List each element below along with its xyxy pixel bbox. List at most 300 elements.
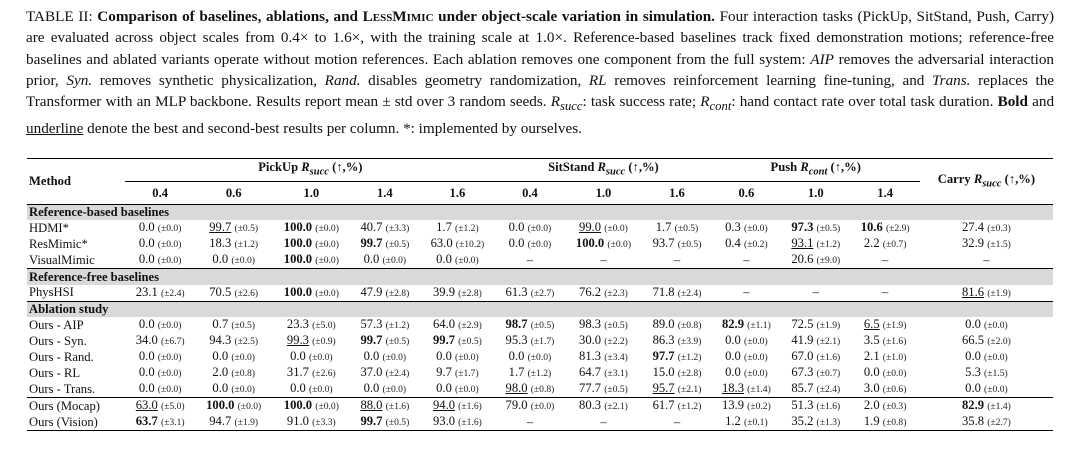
result-mean: 0.0 (725, 365, 741, 380)
result-mean: 98.3 (579, 317, 602, 332)
result-mean: 82.9 (962, 398, 985, 413)
method-name: Ours (Mocap) (29, 398, 100, 413)
result-std: (±2.4) (160, 287, 185, 299)
result-cell (920, 317, 1053, 333)
result-mean: 86.3 (652, 333, 675, 348)
method-name: HDMI* (29, 220, 69, 235)
result-mean: 40.7 (360, 220, 383, 235)
result-mean: 95.7 (652, 381, 675, 396)
result-cell (420, 252, 496, 269)
result-cell (273, 333, 351, 349)
table-row (27, 220, 1053, 236)
result-std: (±0.0) (882, 368, 907, 380)
result-mean: 99.7 (209, 220, 232, 235)
result-mean: 3.0 (863, 381, 880, 396)
result-mean: 0.0 (436, 252, 452, 267)
result-mean: 99.7 (360, 414, 383, 429)
result-mean: 27.4 (962, 220, 985, 235)
result-std: (±0.6) (882, 384, 907, 396)
result-mean: 64.0 (432, 317, 456, 332)
result-cell (712, 285, 781, 302)
result-mean: 63.0 (135, 398, 158, 413)
scale-header: 1.4 (877, 185, 894, 200)
result-std: (±0.0) (231, 255, 255, 267)
result-cell (850, 236, 919, 252)
result-std: (±1.6) (816, 401, 841, 413)
result-mean: 66.5 (962, 333, 985, 348)
result-mean: 99.7 (360, 236, 383, 251)
table-row (27, 365, 1053, 381)
result-mean: – (743, 285, 750, 300)
result-cell (195, 317, 273, 333)
result-cell (712, 398, 781, 415)
result-mean: 100.0 (283, 252, 313, 267)
result-mean: 10.6 (860, 220, 883, 235)
result-std: (±0.0) (237, 401, 262, 413)
result-std: (±0.0) (607, 239, 632, 251)
result-std: (±5.0) (312, 320, 336, 332)
result-mean: 31.7 (286, 365, 309, 380)
result-cell (273, 317, 351, 333)
result-mean: 23.3 (286, 317, 309, 332)
result-mean: 18.3 (721, 381, 744, 396)
scale-header: 1.0 (595, 185, 612, 200)
result-mean: 18.3 (209, 236, 232, 251)
result-cell (565, 220, 643, 236)
result-cell (125, 220, 194, 236)
result-cell (920, 398, 1053, 415)
result-mean: 20.6 (791, 252, 814, 267)
result-cell (125, 333, 194, 349)
result-std: (±1.2) (816, 239, 841, 251)
result-cell (565, 414, 643, 431)
result-mean: 0.0 (290, 349, 306, 364)
result-cell (565, 349, 643, 365)
result-cell (495, 381, 564, 398)
result-std: (±3.9) (677, 336, 702, 348)
method-name: PhysHSI (29, 285, 74, 300)
result-cell (642, 333, 711, 349)
result-std: (±0.7) (816, 368, 841, 380)
scale-header: 1.4 (376, 185, 393, 200)
result-std: (±1.9) (987, 287, 1011, 299)
result-cell (920, 365, 1053, 381)
result-cell (495, 236, 564, 252)
section-header-row (27, 301, 1053, 317)
result-std: (±1.6) (816, 352, 841, 364)
result-mean: 0.0 (508, 220, 525, 235)
result-cell (195, 220, 273, 236)
result-mean: 0.0 (138, 381, 155, 396)
table-row (27, 252, 1053, 269)
result-cell (565, 236, 643, 252)
result-cell (420, 349, 496, 365)
result-cell (920, 414, 1053, 431)
result-mean: – (743, 252, 750, 267)
result-std: (±1.4) (747, 384, 771, 396)
result-mean: 100.0 (283, 236, 313, 251)
result-std: (±3.3) (385, 223, 410, 235)
result-std: (±1.2) (677, 401, 702, 413)
section-header-row (27, 205, 1053, 221)
result-cell (195, 252, 273, 269)
result-mean: 91.0 (286, 414, 309, 429)
result-cell (920, 220, 1053, 236)
section-title: Reference-free baselines (27, 269, 1053, 285)
group-header-push: Push $R_{cont}$ (↑,%) (712, 159, 920, 182)
result-cell (712, 349, 781, 365)
result-mean: 30.0 (579, 333, 602, 348)
result-std: (±10.2) (455, 239, 485, 251)
result-cell (125, 381, 194, 398)
result-cell (350, 252, 419, 269)
result-mean: 80.3 (579, 398, 602, 413)
result-std: (±0.0) (604, 223, 628, 235)
result-cell (273, 414, 351, 431)
result-mean: 57.3 (360, 317, 383, 332)
result-cell (350, 365, 419, 381)
result-mean: 2.0 (212, 365, 229, 380)
result-cell (781, 236, 850, 252)
result-std: (±2.6) (312, 368, 336, 380)
result-mean: 98.0 (505, 381, 528, 396)
result-mean: 97.3 (791, 220, 814, 235)
result-mean: 0.0 (212, 381, 229, 396)
group-header-carry: Carry $R_{succ}$ (↑,%) (937, 171, 1036, 190)
result-mean: 99.7 (360, 333, 383, 348)
result-mean: 9.7 (436, 365, 452, 380)
method-name: Ours - Rand. (29, 349, 94, 364)
group-header-sitstand: SitStand $R_{succ}$ (↑,%) (495, 159, 711, 182)
result-cell (642, 381, 711, 398)
result-cell (420, 317, 496, 333)
result-std: (±1.2) (234, 239, 259, 251)
table-row (27, 349, 1053, 365)
result-cell (420, 398, 496, 415)
result-mean: 0.0 (363, 381, 380, 396)
result-cell (850, 398, 919, 415)
result-mean: 0.4 (725, 236, 741, 251)
result-cell (712, 220, 781, 236)
result-std: (±2.7) (530, 287, 555, 299)
result-cell (350, 220, 419, 236)
result-std: (±0.5) (604, 384, 628, 396)
result-cell (495, 317, 564, 333)
result-std: (±0.0) (231, 384, 255, 396)
result-cell (420, 285, 496, 302)
result-cell (195, 236, 273, 252)
result-std: (±0.0) (157, 239, 182, 251)
result-mean: 99.3 (286, 333, 309, 348)
result-cell (495, 285, 564, 302)
result-cell (125, 285, 194, 302)
scale-header: 1.0 (303, 185, 320, 200)
result-mean: 0.0 (965, 317, 981, 332)
result-std: (±0.1) (744, 417, 768, 429)
scale-header: 0.6 (225, 185, 242, 200)
result-std: (±0.0) (530, 401, 555, 413)
result-mean: 85.7 (791, 381, 814, 396)
result-mean: 0.0 (138, 236, 155, 251)
result-cell (273, 236, 351, 252)
result-std: (±3.4) (604, 352, 628, 364)
result-cell (642, 252, 711, 269)
result-std: (±3.3) (312, 417, 336, 429)
result-cell (350, 349, 419, 365)
result-mean: 61.7 (652, 398, 675, 413)
result-std: (±1.9) (816, 320, 841, 332)
table-row (27, 381, 1053, 398)
result-cell (920, 381, 1053, 398)
result-std: (±1.6) (385, 401, 410, 413)
result-mean: 5.3 (965, 365, 981, 380)
scale-header: 1.6 (669, 185, 685, 200)
result-cell (712, 365, 781, 381)
result-std: (±0.0) (157, 320, 182, 332)
result-cell (642, 220, 711, 236)
result-std: (±3.1) (604, 368, 628, 380)
result-mean: 15.0 (652, 365, 675, 380)
result-mean: – (882, 252, 889, 267)
result-cell (850, 317, 919, 333)
result-cell (195, 349, 273, 365)
result-cell (781, 381, 850, 398)
result-std: (±2.5) (234, 336, 259, 348)
result-mean: 39.9 (432, 284, 456, 299)
result-mean: 1.7 (655, 220, 672, 235)
result-mean: 94.0 (432, 398, 456, 413)
result-mean: 81.3 (579, 349, 602, 364)
result-mean: 1.7 (508, 365, 525, 380)
method-name: VisualMimic (29, 252, 95, 267)
result-cell (781, 398, 850, 415)
result-cell (850, 285, 919, 302)
result-mean: 0.0 (290, 381, 306, 396)
result-mean: 99.0 (579, 220, 602, 235)
result-cell (273, 398, 351, 415)
result-mean: 23.1 (135, 284, 158, 299)
result-mean: 0.0 (363, 252, 380, 267)
result-std: (±0.0) (744, 336, 768, 348)
result-cell (642, 317, 711, 333)
result-mean: 76.2 (579, 284, 602, 299)
group-header-pickup: PickUp $R_{succ}$ (↑,%) (125, 159, 495, 182)
result-std: (±0.0) (455, 352, 479, 364)
result-mean: 88.0 (360, 398, 383, 413)
result-cell (420, 236, 496, 252)
result-std: (±0.0) (315, 401, 339, 413)
result-cell (273, 349, 351, 365)
table-label: TABLE II: (26, 8, 93, 25)
result-std: (±0.0) (527, 223, 552, 235)
result-mean: 63.7 (135, 414, 158, 429)
result-mean: 0.0 (436, 381, 452, 396)
result-mean: 77.7 (579, 381, 602, 396)
result-cell (125, 236, 194, 252)
result-cell (850, 365, 919, 381)
result-cell (350, 381, 419, 398)
result-cell (495, 365, 564, 381)
result-mean: 71.8 (652, 284, 675, 299)
result-mean: 1.7 (436, 220, 452, 235)
section-title: Reference-based baselines (27, 205, 1053, 221)
result-mean: 0.7 (212, 317, 229, 332)
result-std: (±2.4) (385, 368, 410, 380)
result-cell (420, 414, 496, 431)
table-caption: TABLE II: Comparison of baselines, ablations, and LessMimic under object-scale variation in simulation. Four interaction tasks (PickUp, SitStand, Push, Carry) are evaluated across object scales from 0.4× to 1.6×, with the training scale at 1.0×. Reference-based baselines track fixed demonstration motions; reference-free baselines and ablated variants operate without motion references. Each ablation removes one component from the full system: AIP removes the adversarial interaction prior, Syn. removes synthetic physicalization, Rand. disables geometry randomization, RL removes reinforcement learning fine-tuning, and Trans. replaces the Transformer with an MLP backbone. Results report mean ± std over 3 random seeds. $R_{succ}$: task success rate; $R_{cont}$: hand contact rate over total task duration. Bold and underline denote the best and second-best results per column. *: implemented by ourselves. (26, 8, 1055, 137)
result-mean: 100.0 (283, 220, 313, 235)
result-std: (±0.0) (527, 352, 552, 364)
result-std: (±2.9) (458, 320, 482, 332)
result-mean: 97.7 (652, 349, 675, 364)
result-cell (125, 349, 194, 365)
result-cell (125, 317, 194, 333)
result-std: (±0.0) (382, 255, 407, 267)
result-std: (±0.7) (882, 239, 907, 251)
result-cell (195, 381, 273, 398)
result-cell (712, 236, 781, 252)
result-std: (±1.5) (984, 368, 1008, 380)
method-name: Ours - Syn. (29, 333, 87, 348)
result-cell (642, 285, 711, 302)
result-cell (781, 252, 850, 269)
result-std: (±0.5) (385, 336, 410, 348)
result-mean: – (673, 252, 681, 267)
result-mean: 0.0 (863, 365, 880, 380)
result-cell (642, 365, 711, 381)
result-cell (850, 381, 919, 398)
result-mean: 13.9 (721, 398, 744, 413)
result-cell (420, 220, 496, 236)
result-std: (±1.2) (677, 352, 702, 364)
result-mean: 51.3 (791, 398, 814, 413)
result-mean: 99.7 (432, 333, 456, 348)
result-cell (273, 365, 351, 381)
result-std: (±0.0) (315, 239, 339, 251)
result-mean: – (882, 285, 889, 300)
result-std: (±2.2) (604, 336, 628, 348)
result-mean: 95.3 (505, 333, 528, 348)
result-mean: 2.0 (863, 398, 880, 413)
result-mean: 64.7 (579, 365, 602, 380)
result-std: (±0.5) (231, 320, 255, 332)
result-std: (±2.0) (987, 336, 1011, 348)
result-mean: 0.0 (138, 252, 155, 267)
result-mean: 0.0 (436, 349, 452, 364)
result-mean: – (526, 414, 534, 429)
result-std: (±0.0) (157, 368, 182, 380)
result-std: (±1.7) (455, 368, 479, 380)
result-cell (850, 414, 919, 431)
result-std: (±0.0) (984, 320, 1008, 332)
result-mean: 0.0 (508, 236, 525, 251)
result-std: (±0.0) (157, 384, 182, 396)
result-std: (±1.6) (882, 336, 907, 348)
result-cell (195, 333, 273, 349)
result-std: (±6.7) (160, 336, 185, 348)
result-std: (±2.8) (677, 368, 702, 380)
result-mean: 0.0 (138, 349, 155, 364)
result-mean: 0.0 (725, 349, 741, 364)
caption-title: Comparison of baselines, ablations, and LessMimic under object-scale variation in simulation. (97, 8, 715, 25)
result-cell (565, 365, 643, 381)
result-std: (±0.0) (308, 352, 333, 364)
result-std: (±0.0) (744, 368, 768, 380)
result-std: (±1.2) (385, 320, 410, 332)
result-std: (±2.6) (234, 287, 259, 299)
method-name: Ours - AIP (29, 317, 84, 332)
result-cell (565, 333, 643, 349)
result-std: (±3.1) (160, 417, 185, 429)
result-cell (195, 414, 273, 431)
result-cell (350, 398, 419, 415)
table-row (27, 285, 1053, 302)
result-std: (±2.1) (677, 384, 702, 396)
result-std: (±0.9) (312, 336, 336, 348)
result-std: (±0.3) (987, 223, 1011, 235)
result-mean: 0.0 (965, 349, 981, 364)
result-mean: 82.9 (721, 317, 744, 332)
result-cell (712, 381, 781, 398)
result-std: (±0.5) (234, 223, 259, 235)
result-std: (±0.5) (385, 417, 410, 429)
result-mean: 94.7 (209, 414, 232, 429)
result-mean: 2.1 (863, 349, 880, 364)
result-cell (565, 381, 643, 398)
result-std: (±0.0) (382, 384, 407, 396)
result-std: (±0.5) (530, 320, 555, 332)
result-mean: – (983, 252, 990, 267)
result-std: (±2.3) (604, 287, 628, 299)
table-row (27, 398, 1053, 415)
result-cell (920, 236, 1053, 252)
result-cell (273, 381, 351, 398)
result-std: (±0.0) (315, 255, 339, 267)
result-mean: 0.0 (725, 333, 741, 348)
result-mean: 100.0 (575, 236, 605, 251)
result-std: (±0.5) (674, 223, 699, 235)
result-mean: 0.0 (363, 349, 380, 364)
result-cell (273, 285, 351, 302)
result-cell (420, 333, 496, 349)
result-mean: 72.5 (791, 317, 814, 332)
result-cell (350, 414, 419, 431)
result-std: (±1.5) (987, 239, 1011, 251)
result-std: (±0.0) (744, 223, 768, 235)
result-mean: 98.7 (505, 317, 528, 332)
result-std: (±0.2) (744, 239, 768, 251)
result-cell (781, 285, 850, 302)
result-cell (781, 414, 850, 431)
result-mean: 100.0 (283, 398, 313, 413)
result-cell (125, 252, 194, 269)
result-mean: 100.0 (283, 284, 313, 299)
result-cell (495, 398, 564, 415)
results-table (27, 158, 1053, 431)
result-std: (±1.3) (816, 417, 841, 429)
method-name: Ours (Vision) (29, 414, 98, 429)
result-std: (±1.1) (747, 320, 771, 332)
result-mean: 0.0 (508, 349, 525, 364)
result-cell (495, 414, 564, 431)
section-header-row (27, 269, 1053, 285)
result-cell (565, 285, 643, 302)
result-cell (850, 349, 919, 365)
result-cell (125, 365, 194, 381)
result-cell (565, 317, 643, 333)
method-name: Ours - Trans. (29, 381, 96, 396)
result-std: (±2.9) (885, 223, 910, 235)
